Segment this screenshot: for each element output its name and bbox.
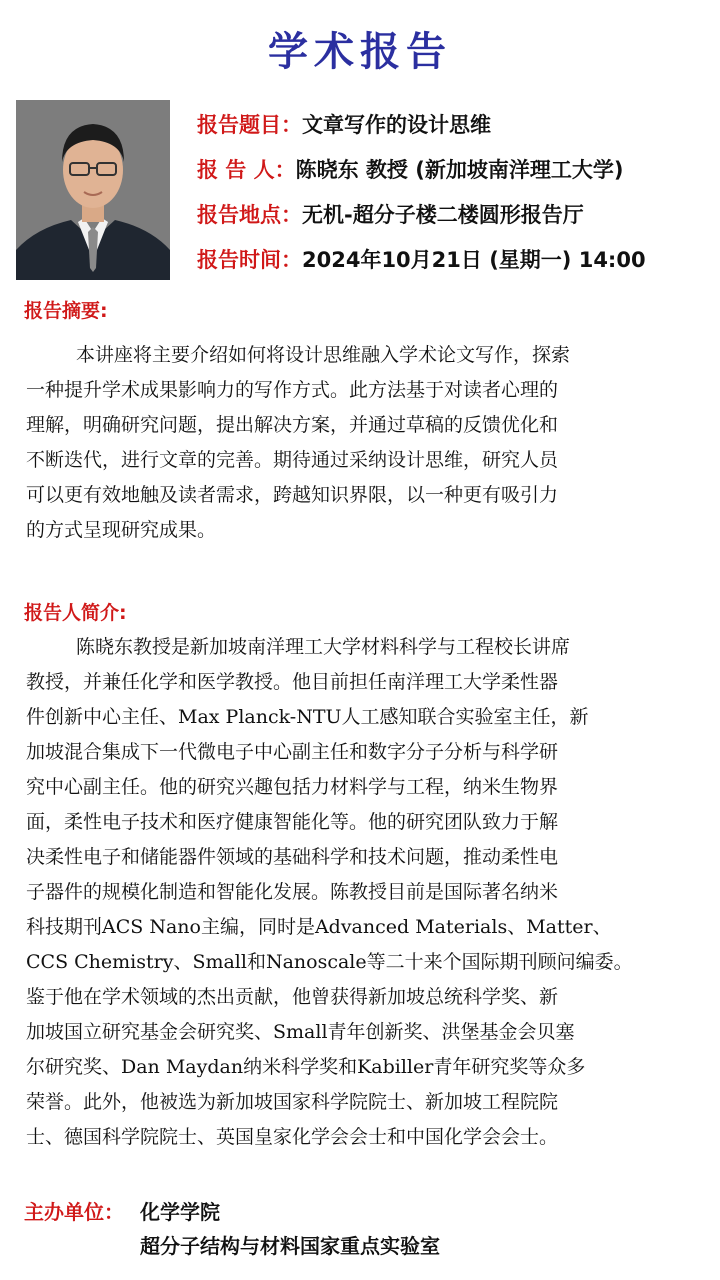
- abstract-text: [26, 338, 696, 548]
- info-row-speaker: [197, 149, 717, 194]
- abstract-heading: 报告摘要:: [24, 300, 108, 322]
- abstract-line: 的方式呈现研究成果。: [26, 519, 217, 541]
- bio-line: 面，柔性电子技术和医疗健康智能化等。他的研究团队致力于解: [26, 811, 559, 833]
- info-row-location: [197, 194, 717, 239]
- organizer-line: 超分子结构与材料国家重点实验室: [140, 1234, 440, 1258]
- bio-line: 决柔性电子和储能器件领域的基础科学和技术问题，推动柔性电: [26, 846, 559, 868]
- bio-line: 件创新中心主任、Max Planck-NTU人工感知联合实验室主任，新: [26, 706, 589, 728]
- organizer-line: 化学学院: [140, 1200, 220, 1224]
- bio-line: 加坡混合集成下一代微电子中心副主任和数字分子分析与科学研: [26, 741, 559, 763]
- info-value: 无机-超分子楼二楼圆形报告厅: [302, 203, 584, 227]
- bio-line: 子器件的规模化制造和智能化发展。陈教授目前是国际著名纳米: [26, 881, 559, 903]
- info-row-topic: [197, 104, 717, 149]
- bio-line: 教授，并兼任化学和医学教授。他目前担任南洋理工大学柔性器: [26, 671, 559, 693]
- report-info: [197, 104, 717, 284]
- info-row-time: [197, 239, 717, 284]
- bio-line: 陈晓东教授是新加坡南洋理工大学材料科学与工程校长讲席: [76, 636, 571, 658]
- speaker-portrait-image: [16, 100, 170, 280]
- organizer-label: 主办单位：: [24, 1200, 124, 1224]
- abstract-line: 理解，明确研究问题，提出解决方案，并通过草稿的反馈优化和: [26, 414, 559, 436]
- bio-line: 鉴于他在学术领域的杰出贡献，他曾获得新加坡总统科学奖、新: [26, 986, 559, 1008]
- info-label: 报告题目：: [197, 113, 302, 137]
- info-value: 陈晓东 教授 (新加坡南洋理工大学): [295, 158, 624, 182]
- abstract-line: 一种提升学术成果影响力的写作方式。此方法基于对读者心理的: [26, 379, 559, 401]
- bio-line: 究中心副主任。他的研究兴趣包括力材料学与工程，纳米生物界: [26, 776, 559, 798]
- bio-text: [26, 630, 696, 1155]
- bio-line: CCS Chemistry、Small和Nanoscale等二十来个国际期刊顾问编委。: [26, 951, 633, 973]
- speaker-photo: [16, 100, 170, 280]
- info-label: 报告地点：: [197, 203, 302, 227]
- info-label: 报告时间：: [197, 248, 302, 272]
- bio-line: 科技期刊ACS Nano主编，同时是Advanced Materials、Matter、: [26, 916, 612, 938]
- page-title: 学术报告: [268, 29, 452, 75]
- bio-line: 尔研究奖、Dan Maydan纳米科学奖和Kabiller青年研究奖等众多: [26, 1056, 586, 1078]
- info-value: 2024年10月21日 (星期一) 14:00: [302, 248, 646, 272]
- info-label: 报 告 人：: [197, 158, 296, 182]
- abstract-line: 可以更有效地触及读者需求，跨越知识界限，以一种更有吸引力: [26, 484, 559, 506]
- bio-line: 荣誉。此外，他被选为新加坡国家科学院院士、新加坡工程院院: [26, 1091, 559, 1113]
- bio-line: 士、德国科学院院士、英国皇家化学会会士和中国化学会会士。: [26, 1126, 559, 1148]
- abstract-line: 不断迭代，进行文章的完善。期待通过采纳设计思维，研究人员: [26, 449, 559, 471]
- bio-line: 加坡国立研究基金会研究奖、Small青年创新奖、洪堡基金会贝塞: [26, 1021, 575, 1043]
- info-value: 文章写作的设计思维: [302, 113, 491, 137]
- abstract-line: 本讲座将主要介绍如何将设计思维融入学术论文写作，探索: [76, 344, 571, 366]
- bio-heading: 报告人简介:: [24, 602, 127, 624]
